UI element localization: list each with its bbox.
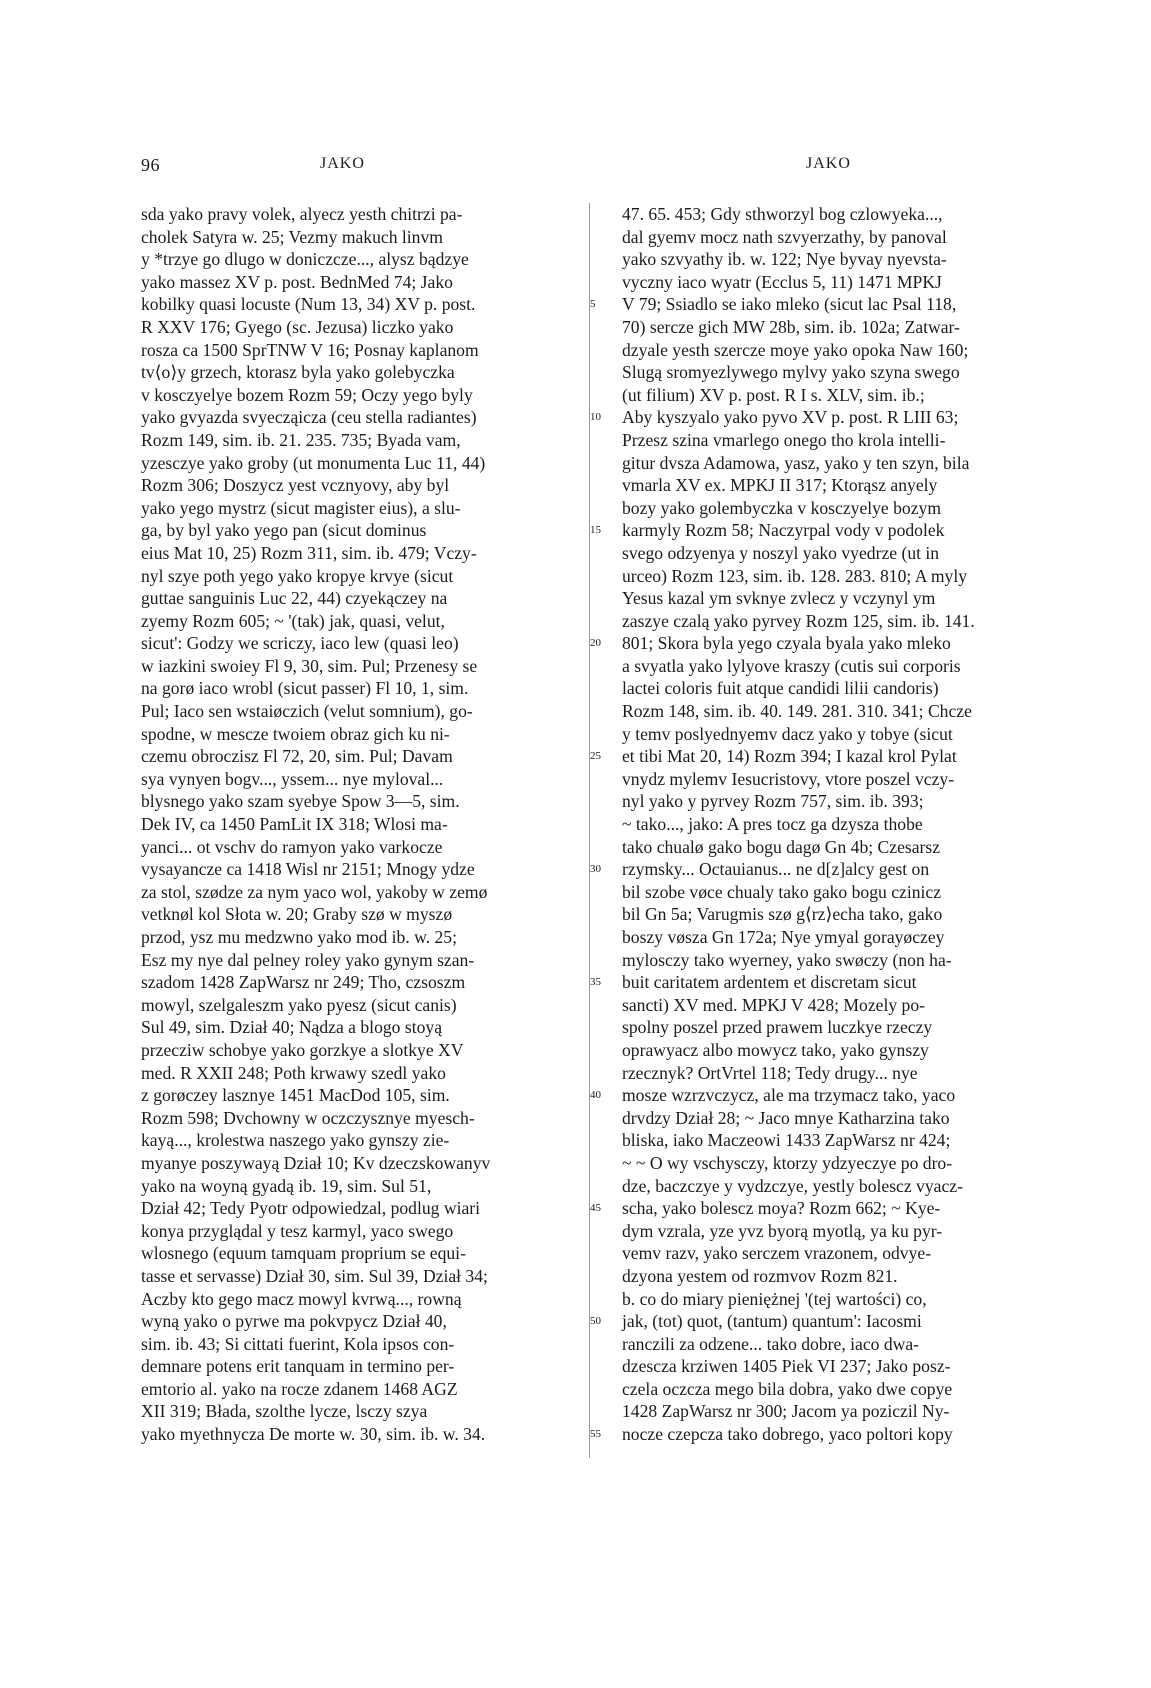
text-line: sicut': Godzy we scriczy, iaco lew (quasi leo) (141, 633, 459, 654)
text-line: nocze czepcza tako dobrego, yaco poltori kopy (622, 1424, 953, 1445)
text-line: boszy vøsza Gn 172a; Nye ymyal gorayøczey (622, 927, 945, 947)
text-line: V 79; Ssiadlo se iako mleko (sicut lac Psal 118, (622, 294, 957, 315)
text-line: vemv razv, yako serczem vrazonem, odvye- (622, 1243, 932, 1264)
text-line: dzyale yesth szercze moye yako opoka Naw 160; (622, 339, 969, 360)
text-line: Aczby kto gego macz mowyl kvrwą..., rowną (141, 1288, 462, 1309)
text-line: sim. ib. 43; Si cittati fuerint, Kola ipsos con- (141, 1333, 455, 1354)
text-line: w iazkini swoiey Fl 9, 30, sim. Pul; Przenesy se (141, 655, 478, 676)
text-line: rzymsky... Octauianus... ne d[z]alcy gest on (622, 859, 930, 880)
text-line: myanye poszywayą Dział 10; Kv dzeczskowanyv (141, 1152, 491, 1173)
line-number: 40 (590, 1089, 601, 1102)
text-line: wyną yako o pyrwe ma pokvpycz Dział 40, (141, 1311, 447, 1332)
text-line: drvdzy Dział 28; ~ Jaco mnye Katharzina tako (622, 1107, 950, 1128)
text-line: eius Mat 10, 25) Rozm 311, sim. ib. 479; Vczy- (141, 542, 477, 563)
text-line: cholek Satyra w. 25; Vezmy makuch linvm (141, 226, 443, 247)
text-line: z gorøczey lasznye 1451 MacDod 105, sim. (141, 1085, 450, 1106)
text-line: gitur dvsza Adamowa, yasz, yako y ten szyn, bila (622, 452, 970, 473)
text-line: emtorio al. yako na rocze zdanem 1468 AGZ (141, 1378, 458, 1399)
text-line: dzyona yestem od rozmvov Rozm 821. (622, 1265, 898, 1286)
text-line: tako chualø gako bogu dagø Gn 4b; Czesarsz (622, 836, 941, 857)
text-line: rosza ca 1500 SprTNW V 16; Posnay kaplanom (141, 339, 479, 360)
text-line: yako yego mystrz (sicut magister eius), a slu- (141, 497, 461, 518)
page-number: 96 (141, 155, 160, 175)
text-line: (ut filium) XV p. post. R I s. XLV, sim. ib.; (622, 384, 925, 405)
text-line: scha, yako bolescz moya? Rozm 662; ~ Kye- (622, 1198, 941, 1219)
text-line: spolny poszel przed prawem luczkye rzeczy (622, 1017, 933, 1038)
text-line: Sul 49, sim. Dział 40; Nądza a blogo stoyą (141, 1017, 443, 1038)
line-number: 45 (590, 1202, 601, 1215)
text-line: 70) sercze gich MW 28b, sim. ib. 102a; Zatwar- (622, 316, 960, 337)
text-line: XII 319; Błada, szolthe lycze, lsczy szya (141, 1401, 428, 1422)
text-line: vyczny iaco wyatr (Ecclus 5, 11) 1471 MPKJ (622, 271, 942, 292)
line-number: 35 (590, 976, 601, 989)
text-line: Yesus kazal ym svknye zvlecz y vczynyl ym (622, 588, 936, 609)
text-line: Slugą sromyezlywego mylvy yako szyna swego (622, 362, 960, 383)
text-line: svego odzyenya y noszyl yako vyedrze (ut in (622, 542, 940, 563)
text-line: yako na woyną gyadą ib. 19, sim. Sul 51, (141, 1175, 432, 1196)
text-line: tasse et servasse) Dział 30, sim. Sul 39, Dział 34; (141, 1265, 488, 1286)
line-number: 5 (590, 298, 596, 311)
line-number: 15 (590, 524, 601, 537)
text-line: 47. 65. 453; Gdy sthworzyl bog czlowyeka..., (622, 204, 943, 224)
text-line: nyl yako y pyrvey Rozm 757, sim. ib. 393; (622, 791, 924, 812)
text-line: guttae sanguinis Luc 22, 44) czyekączey na (141, 588, 448, 609)
text-line: oprawyacz albo mowycz tako, yako gynszy (622, 1039, 929, 1060)
line-number: 50 (590, 1315, 601, 1328)
text-line: przecziw schobye yako gorzkye a slotkye XV (141, 1039, 464, 1060)
text-line: Dział 42; Tedy Pyotr odpowiedzal, podlug wiari (141, 1198, 481, 1219)
text-line: szadom 1428 ZapWarsz nr 249; Tho, czsoszm (141, 972, 466, 993)
text-line: zyemy Rozm 605; ~ '(tak) jak, quasi, velut, (141, 610, 445, 631)
text-line: nyl szye poth yego yako kropye krvye (sicut (141, 565, 454, 586)
text-line: na gorø iaco wrobl (sicut passer) Fl 10, 1, sim. (141, 678, 469, 699)
line-number: 20 (590, 637, 601, 650)
text-line: dal gyemv mocz nath szvyerzathy, by panoval (622, 226, 947, 247)
text-line: vetknøl kol Słota w. 20; Graby szø w myszø (141, 904, 453, 925)
text-line: mylosczy tako wyerney, yako swøczy (non ha- (622, 949, 952, 970)
text-line: 1428 ZapWarsz nr 300; Jacom ya poziczil Ny- (622, 1401, 950, 1422)
text-line: yanci... ot vschv do ramyon yako varkocze (141, 836, 443, 857)
text-line: przod, ysz mu medzwno yako mod ib. w. 25; (141, 927, 457, 947)
right-column (622, 203, 1047, 1446)
text-line: bil szobe vøce chualy tako gako bogu czinicz (622, 881, 942, 902)
line-number: 55 (590, 1428, 601, 1441)
text-line: sya vynyen bogv..., yssem... nye myloval... (141, 768, 444, 789)
text-line: kayą..., krolestwa naszego yako gynszy zie- (141, 1130, 450, 1151)
text-line: ~ tako..., jako: A pres tocz ga dzysza thobe (622, 814, 923, 835)
column-divider (589, 203, 590, 1458)
text-line: spodne, w mescze twoiem obraz gich ku ni- (141, 723, 450, 744)
text-line: Esz my nye dal pelney roley yako gynym szan- (141, 949, 475, 970)
text-line: bil Gn 5a; Varugmis szø g⟨rz⟩echa tako, gako (622, 904, 943, 925)
text-line: yako myethnycza De morte w. 30, sim. ib. w. 34. (141, 1424, 486, 1445)
text-line: yako gvyazda svyecząicza (ceu stella radiantes) (141, 407, 477, 428)
text-line: demnare potens erit tanquam in termino per- (141, 1356, 455, 1377)
text-line: ranczili za odzene... tako dobre, iaco dwa- (622, 1333, 919, 1354)
text-line: wlosnego (equum tamquam proprium se equi- (141, 1243, 466, 1264)
text-line: et tibi Mat 20, 14) Rozm 394; I kazal krol Pylat (622, 746, 957, 767)
text-line: vmarla XV ex. MPKJ II 317; Ktorąsz anyely (622, 475, 938, 496)
text-line: y *trzye go dlugo w doniczcze..., alysz bądzye (141, 249, 469, 270)
text-line: buit caritatem ardentem et discretam sicut (622, 972, 917, 993)
text-line: a svyatla yako lylyove kraszy (cutis sui corporis (622, 655, 961, 676)
text-line: ga, by byl yako yego pan (sicut dominus (141, 520, 427, 541)
text-line: dzescza krziwen 1405 Piek VI 237; Jako posz- (622, 1356, 951, 1377)
text-line: bozy yako golembyczka v kosczyelye bozym (622, 497, 942, 518)
text-line: karmyly Rozm 58; Naczyrpal vody v podolek (622, 520, 945, 541)
text-line: kobilky quasi locuste (Num 13, 34) XV p. post. (141, 294, 476, 315)
running-head-right: JAKO (806, 155, 851, 172)
left-column (141, 203, 566, 1446)
text-line: 801; Skora byla yego czyala byala yako mleko (622, 633, 951, 654)
text-line: Rozm 598; Dvchowny w oczczysznye myesch- (141, 1107, 475, 1128)
text-line: sda yako pravy volek, alyecz yesth chitrzi pa- (141, 204, 463, 224)
running-head-left: JAKO (320, 155, 365, 172)
text-line: rzecznyk? OrtVrtel 118; Tedy drugy... nye (622, 1062, 918, 1083)
text-line: dze, baczczye y vydzczye, yestly bolescz vyacz- (622, 1175, 963, 1196)
text-line: ~ ~ O wy vschysczy, ktorzy ydzyeczye po dro- (622, 1152, 953, 1173)
text-line: tv⟨o⟩y grzech, ktorasz byla yako golebyczka (141, 362, 455, 383)
line-number: 25 (590, 750, 601, 763)
text-line: lactei coloris fuit atque candidi lilii candoris) (622, 678, 939, 699)
text-line: Rozm 149, sim. ib. 21. 235. 735; Byada vam, (141, 429, 461, 450)
text-line: yako massez XV p. post. BednMed 74; Jako (141, 271, 453, 292)
text-line: b. co do miary pieniężnej '(tej wartości) co, (622, 1288, 927, 1309)
text-line: Rozm 148, sim. ib. 40. 149. 281. 310. 341; Chcze (622, 701, 972, 722)
text-line: jak, (tot) quot, (tantum) quantum': Iacosmi (622, 1311, 922, 1332)
text-line: med. R XXII 248; Poth krwawy szedl yako (141, 1062, 446, 1083)
text-line: R XXV 176; Gyego (sc. Jezusa) liczko yako (141, 316, 454, 337)
text-line: czela oczcza mego bila dobra, yako dwe copye (622, 1378, 953, 1399)
text-line: Przesz szina vmarlego onego tho krola intelli- (622, 429, 946, 450)
text-line: mosze wzrzvczycz, ale ma trzymacz tako, yaco (622, 1085, 956, 1106)
text-line: v kosczyelye bozem Rozm 59; Oczy yego byly (141, 384, 473, 405)
text-line: Pul; Iaco sen wstaiøczich (velut somnium), go- (141, 701, 473, 722)
text-line: konya przyglądal y tesz karmyl, yaco swego (141, 1220, 454, 1241)
text-line: vysayancze ca 1418 Wisl nr 2151; Mnogy ydze (141, 859, 475, 880)
text-line: sancti) XV med. MPKJ V 428; Mozely po- (622, 994, 925, 1015)
text-line: Aby kyszyalo yako pyvo XV p. post. R LIII 63; (622, 407, 959, 428)
text-line: y temv poslyednyemv dacz yako y tobye (sicut (622, 723, 953, 744)
text-line: blysnego yako szam syebye Spow 3—5, sim. (141, 791, 460, 812)
text-line: dym vzrala, yze yvz byorą myotlą, ya ku pyr- (622, 1220, 943, 1241)
line-number: 30 (590, 863, 601, 876)
text-line: czemu obroczisz Fl 72, 20, sim. Pul; Davam (141, 746, 453, 767)
text-line: yako szvyathy ib. w. 122; Nye byvay nyevsta- (622, 249, 947, 270)
text-line: za stol, szødze za nym yaco wol, yakoby w zemø (141, 881, 488, 902)
text-line: zaszye czalą yako pyrvey Rozm 125, sim. ib. 141. (622, 610, 975, 631)
line-number: 10 (590, 411, 601, 424)
text-line: mowyl, szelgaleszm yako pyesz (sicut canis) (141, 994, 457, 1015)
text-line: urceo) Rozm 123, sim. ib. 128. 283. 810; A myly (622, 565, 968, 586)
text-line: bliska, iako Maczeowi 1433 ZapWarsz nr 424; (622, 1130, 951, 1151)
text-line: vnydz mylemv Iesucristovy, vtore poszel vczy- (622, 768, 955, 789)
text-line: Dek IV, ca 1450 PamLit IX 318; Wlosi ma- (141, 814, 448, 835)
text-line: yzesczye yako groby (ut monumenta Luc 11, 44) (141, 452, 486, 473)
text-line: Rozm 306; Doszycz yest vcznyovy, aby byl (141, 475, 450, 496)
